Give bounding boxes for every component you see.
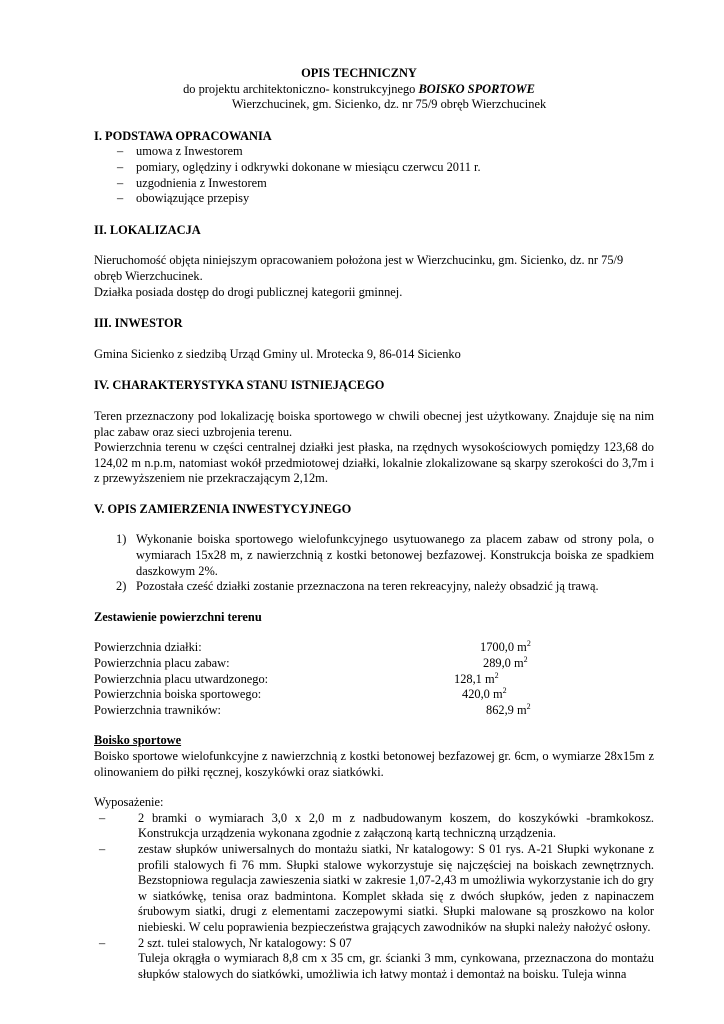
document-title: OPIS TECHNICZNY [301,66,417,80]
item-number: 1) [116,532,127,547]
document-subtitle [64,82,654,98]
paragraph: Teren przeznaczony pod lokalizację boiska sportowego w chwili obecnej jest użytkowany. Znajduje się na nim plac zabaw oraz sieci uzbrojenia terenu. [94,408,654,439]
paragraph: Boisko sportowe wielofunkcyjne z nawierzchnią z kostki betonowej bezfazowej gr. 6cm, o wymiarze 28x15m z olinowaniem do piłki ręcznej, koszykówki oraz siatkówki. [94,749,654,779]
table-row [94,687,654,703]
equipment-list [94,811,654,983]
area-value: 128,1 $m^2$ [454,670,499,686]
subtitle-prefix: do projektu architektoniczno- konstrukcyjnego [183,81,419,96]
investment-list [94,532,654,594]
list-item: – 2 bramki o wymiarach 3,0 x 2,0 m z nadbudowanym koszem, do koszykówki -bramkokosz. Konstrukcja urządzenia wykonana zgodnie z załączoną kartą techniczną urządzenia. [94,811,654,842]
pitch-heading: Boisko sportowe [94,733,182,748]
area-label: Powierzchnia boiska sportowego: [94,687,262,702]
document-location: Wierzchucinek, gm. Sicienko, dz. nr 75/9 obręb Wierzchucinek [231,97,547,112]
paragraph: Gmina Sicienko z siedzibą Urząd Gminy ul. Mrotecka 9, 86-014 Sicienko [94,346,461,361]
area-label: Powierzchnia placu utwardzonego: [94,671,269,686]
table-row [94,640,654,656]
area-label: Powierzchnia placu zabaw: [94,656,230,671]
list-item: – umowa z Inwestorem [94,144,654,160]
project-name: BOISKO SPORTOWE [418,81,535,96]
list-item: – uzgodnienia z Inwestorem [94,176,654,192]
areas-table [94,640,654,718]
item-number: 2) [116,579,127,594]
list-item [94,579,654,595]
document-page [94,66,654,982]
list-item: – zestaw słupków uniwersalnych do montażu siatki, Nr katalogowy: S 01 rys. A-21 Słupki wykonane z profili stalowych fi 76 mm. Słupki stalowe wykorzystuje się najczęściej na boiskach zewnętrznych. Bezstopniowa regulacja zawieszenia siatki w zakresie 1,07-2,43 m umożliwia wykorzystanie ich do gry w siatkówkę, tenisa oraz badmintona. Komplet składa się z dwóch słupków, jeden z napinaczem śrubowym siatki, drugi z elementami zaczepowymi siatki. Słupki malowane są proszkowo na kolor niebieski. W celu poprawienia bezpieczeństwa grających zawodników na słupki należy nałożyć osłony. [94,842,654,936]
paragraph: Działka posiada dostęp do drogi publicznej kategorii gminnej. [94,284,403,299]
paragraph: Powierzchnia terenu w części centralnej działki jest płaska, na rzędnych wysokościowych pomiędzy 123,68 do 124,02 m n.p.m, natomiast wokół przedmiotowej działki, lokalnie zlokalizowane są skarpy szerokości do 3,7m i z przewyższeniem nie przekraczającym 2,12m. [94,440,654,486]
table-row [94,656,654,672]
list-item: – pomiary, oględziny i odkrywki dokonane w miesiącu czerwcu 2011 r. [94,160,654,176]
table-row [94,672,654,688]
area-value: 420,0 $m^2$ [462,686,507,702]
list-item [94,532,654,579]
basis-list [94,144,654,206]
paragraph: Nieruchomość objęta niniejszym opracowaniem położona jest w Wierzchucinku, gm. Sicienko, dz. nr 75/9 obręb Wierzchucinek. [94,253,624,283]
section-heading-investment: V. OPIS ZAMIERZENIA INWESTYCYJNEGO [94,501,352,516]
table-row [94,703,654,719]
section-heading-existing-state: IV. CHARAKTERYSTYKA STANU ISTNIEJĄCEGO [94,378,385,393]
item-text: Pozostała cześć działki zostanie przeznaczona na teren rekreacyjny, należy obsadzić ją trawą. [136,579,599,594]
area-value: 1700,0 $m^2$ [480,639,531,655]
title-block [94,66,654,113]
list-item: – 2 szt. tulei stalowych, Nr katalogowy: S 07 Tuleja okrągła o wymiarach 8,8 cm x 35 cm, gr. ścianki 3 mm, cynkowana, przeznaczona do montażu słupków stalowych do siatkówki, umożliwia ich łatwy montaż i demontaż na boisku. Tuleja winna [94,936,654,983]
area-value: 862,9 $m^2$ [486,701,531,717]
equipment-heading: Wyposażenie: [94,795,164,810]
area-label: Powierzchnia działki: [94,640,202,655]
areas-heading: Zestawienie powierzchni terenu [94,609,262,624]
area-value: 289,0 $m^2$ [483,655,528,671]
item-text: Wykonanie boiska sportowego wielofunkcyjnego usytuowanego za placem zabaw od strony pola, o wymiarach 15x28 m, z nawierzchnią z kostki betonowej bezfazowej. Konstrukcja boiska ze spadkiem daszkowym 2%. [136,532,654,578]
section-heading-investor: III. INWESTOR [94,316,183,331]
section-heading-basis: I. PODSTAWA OPRACOWANIA [94,128,272,143]
list-item: – obowiązujące przepisy [94,191,654,207]
area-label: Powierzchnia trawników: [94,702,221,717]
section-heading-location: II. LOKALIZACJA [94,222,201,237]
